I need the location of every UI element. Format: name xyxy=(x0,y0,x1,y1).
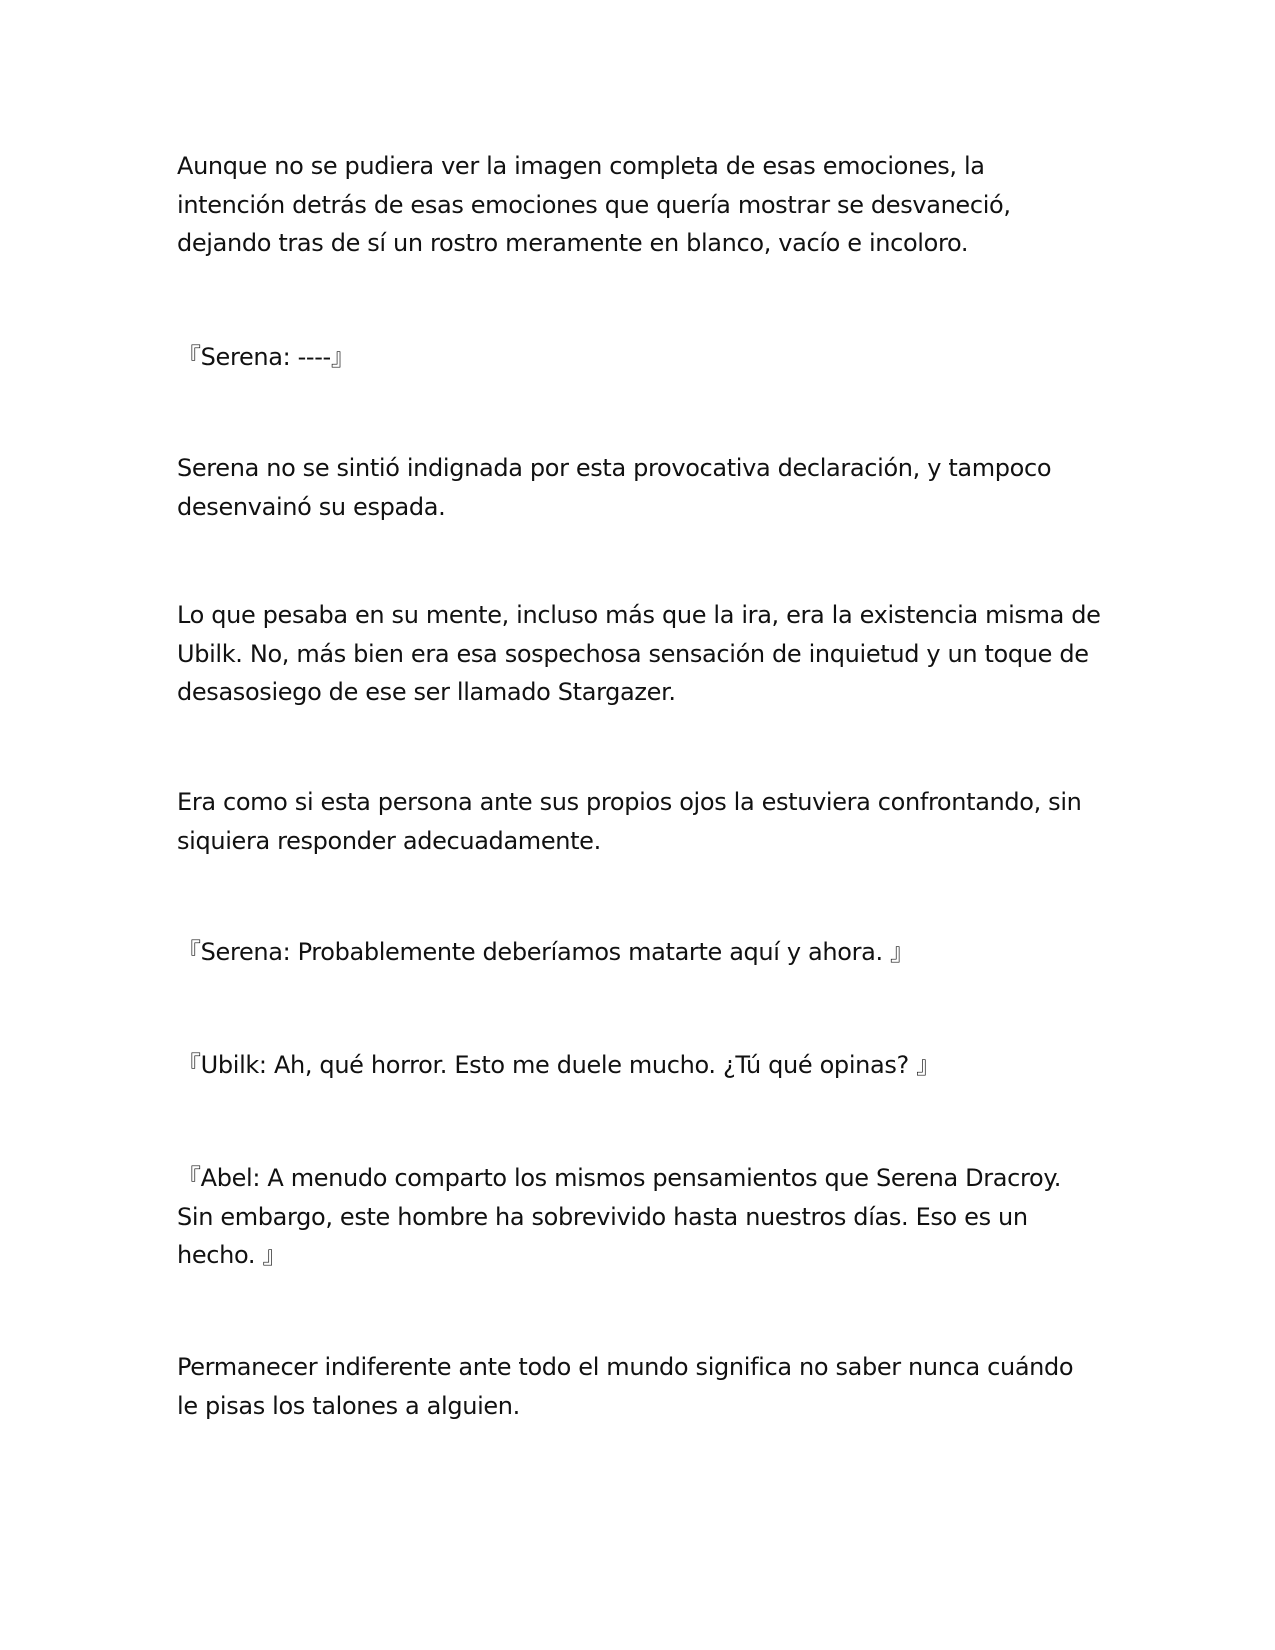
dialogue-abel: 『Abel: A menudo comparto los mismos pensamientos que Serena Dracroy. Sin embargo, este hombre ha sobrevivido hasta nuestros días. Eso es un hecho. 』 xyxy=(177,1164,1062,1269)
narration-paragraph: Era como si esta persona ante sus propios ojos la estuviera confrontando, sin siquiera responder adecuadamente. xyxy=(177,788,1082,855)
narration-paragraph: Lo que pesaba en su mente, incluso más que la ira, era la existencia misma de Ubilk. No, más bien era esa sospechosa sensación de inquietud y un toque de desasosiego de ese ser llamado Stargazer. xyxy=(177,601,1101,706)
dialogue-serena-1: 『Serena: ----』 xyxy=(177,343,355,371)
dialogue-serena-2: 『Serena: Probablemente deberíamos matarte aquí y ahora. 』 xyxy=(177,938,914,966)
narration-paragraph: Serena no se sintió indignada por esta provocativa declaración, y tampoco desenvainó su espada. xyxy=(177,454,1052,521)
narration-paragraph: Permanecer indiferente ante todo el mundo significa no saber nunca cuándo le pisas los talones a alguien. xyxy=(177,1353,1074,1420)
dialogue-ubilk: 『Ubilk: Ah, qué horror. Esto me duele mucho. ¿Tú qué opinas? 』 xyxy=(177,1051,940,1079)
narration-paragraph: Aunque no se pudiera ver la imagen completa de esas emociones, la intención detrás de esas emociones que quería mostrar se desvaneció, dejando tras de sí un rostro meramente en blanco, vacío e incoloro. xyxy=(177,152,1011,257)
